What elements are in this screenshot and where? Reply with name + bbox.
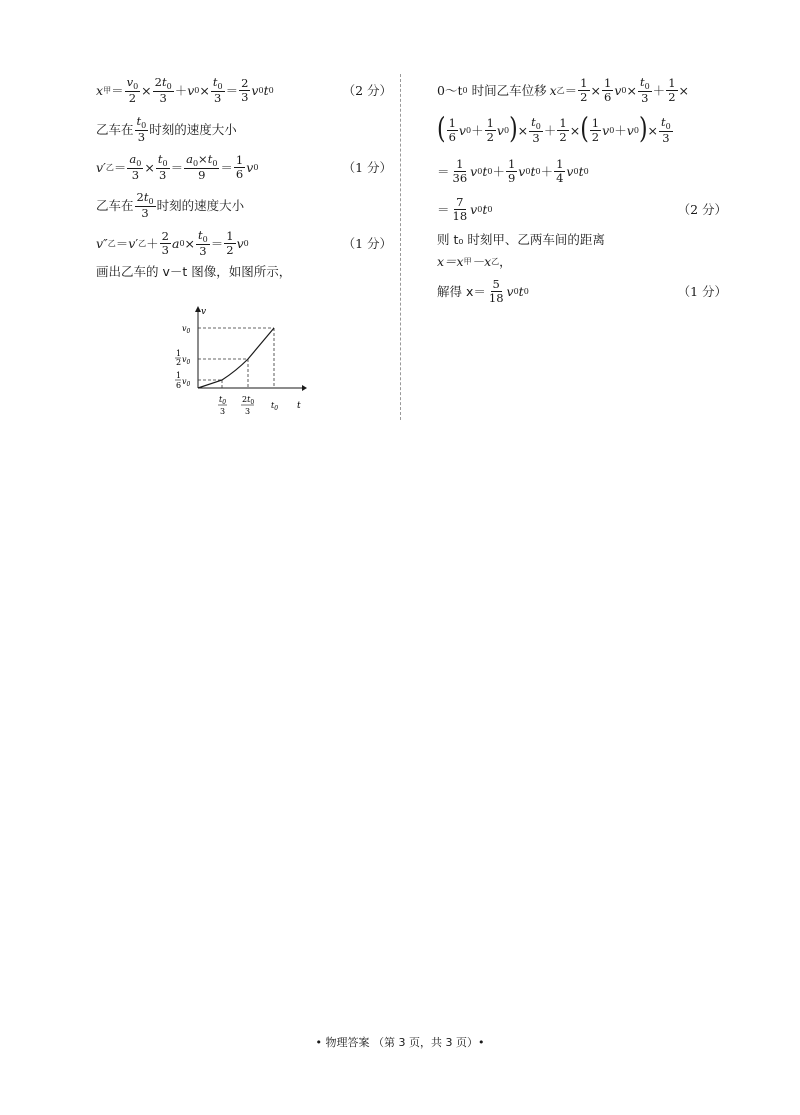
score-label: （1 分） — [342, 160, 392, 175]
fraction: $\frac{1}{2}$ — [486, 116, 494, 144]
x-label-2t0-3-num: $2t_0$ — [242, 395, 255, 406]
y-label-half-num: 1 — [176, 349, 182, 358]
var-x: x — [96, 82, 104, 98]
fraction: $\frac{1}{2}$ — [580, 76, 588, 104]
displacement-line-2: ( $\frac{1}{6}$ v 0 ＋ $\frac{1}{2}$ v 0 ) × $\frac{t_0}{3}$ ＋ $\frac{1}{2}$ × ( $\frac{1}{2}$ v 0 ＋ v 0 ) × $\frac{t_0}{3}$ — [437, 113, 671, 146]
score-label: （1 分） — [677, 284, 727, 299]
displacement-line-1: 0～t 0 时间乙车位移 x 乙 ＝ $\frac{1}{2}$ × $\frac{1}{6}$ v 0 × $\frac{t_0}{3}$ ＋ $\frac{1}{2}$ × — [437, 74, 689, 106]
fraction: $\frac{1}{2}$ — [226, 229, 234, 257]
score-label: （2 分） — [677, 202, 727, 217]
right-column — [437, 74, 727, 308]
fraction: $\frac{2t_0}{3}$ — [154, 74, 172, 106]
fraction: $\frac{t_0}{3}$ — [212, 74, 223, 106]
displacement-result: ＝ $\frac{7}{18}$ v 0 t 0 （2 分） — [437, 195, 727, 223]
score-label: （2 分） — [342, 83, 392, 98]
column-divider — [400, 74, 401, 420]
x-label-2t0-3-den: 3 — [245, 407, 251, 416]
fraction: $\frac{1}{6}$ — [448, 116, 456, 144]
fraction: $\frac{t_0}{3}$ — [136, 113, 147, 145]
equation-v-prime: v′ 乙 ＝ $\frac{a_0}{3}$ × $\frac{t_0}{3}$ ＝ $\frac{a_0\times t_0}{9}$ ＝ $\frac{1}{6}$ v 0 （1 分） — [96, 151, 392, 183]
text-speed-2t0-3: 乙车在 $\frac{2t_0}{3}$ 时刻的速度大小 — [96, 189, 245, 221]
x-label-t0: $t_0$ — [271, 401, 279, 412]
svg-text:v0: $v_0$ — [182, 355, 191, 366]
fraction: $\frac{5}{18}$ — [488, 277, 504, 305]
var-v-prime: v′ — [96, 159, 106, 175]
fraction: $\frac{1}{36}$ — [452, 157, 468, 185]
v-t-graph — [170, 304, 310, 420]
fraction: $\frac{7}{18}$ — [452, 195, 468, 223]
fraction: $\frac{1}{4}$ — [556, 157, 564, 185]
sub-jia: 甲 — [103, 85, 112, 95]
v-axis-label: v — [201, 307, 207, 317]
x-label-t0-3-num: $t_0$ — [219, 395, 227, 406]
fraction: $\frac{t_0}{3}$ — [639, 74, 650, 106]
fraction: $\frac{2t_0}{3}$ — [136, 189, 154, 221]
fraction: $\frac{t_0}{3}$ — [157, 151, 168, 183]
equation-x-jia: x 甲 ＝ $\frac{v_0}{2}$ × $\frac{2t_0}{3}$ ＋ v 0 × $\frac{t_0}{3}$ ＝ $\frac{2}{3}$ v 0 t 0 （2 分） — [96, 74, 392, 106]
y-label-sixth-den: 6 — [176, 381, 182, 390]
x-label-t0-3-den: 3 — [220, 407, 226, 416]
fraction: $\frac{1}{2}$ — [559, 116, 567, 144]
distance-text: 则 t₀ 时刻甲、乙两车间的距离 — [437, 232, 605, 247]
text-speed-t0-3: 乙车在 $\frac{t_0}{3}$ 时刻的速度大小 — [96, 113, 237, 145]
y-label-sixth-num: 1 — [176, 371, 182, 380]
t-axis-label: t — [297, 401, 301, 411]
equation-v-double-prime: v″ 乙 ＝ v ′ 乙 ＋ $\frac{2}{3}$ a 0 × $\frac{t_0}{3}$ ＝ $\frac{1}{2}$ v 0 （1 分） — [96, 227, 392, 259]
score-label: （1 分） — [342, 236, 392, 251]
fraction: $\frac{2}{3}$ — [241, 76, 249, 104]
fraction: $\frac{a_0}{3}$ — [129, 151, 142, 183]
page-footer: • 物理答案 （第 3 页，共 3 页）• — [315, 1036, 485, 1049]
fraction: $\frac{1}{2}$ — [591, 116, 600, 144]
fraction: $\frac{v_0}{2}$ — [126, 74, 139, 106]
svg-text:v0: $v_0$ — [182, 377, 191, 388]
text-draw-graph: 画出乙车的 v－t 图像，如图所示， — [96, 264, 292, 279]
fraction: $\frac{t_0}{3}$ — [661, 114, 671, 146]
velocity-curve — [198, 328, 274, 388]
y-label-half-den: 2 — [176, 358, 182, 367]
fraction: $\frac{a_0\times t_0}{9}$ — [186, 151, 218, 183]
x-tick-labels — [218, 395, 278, 416]
fraction: $\frac{t_0}{3}$ — [198, 227, 208, 259]
fraction: $\frac{1}{6}$ — [603, 76, 612, 104]
fraction: $\frac{1}{9}$ — [507, 157, 516, 185]
fraction: $\frac{1}{6}$ — [235, 153, 244, 181]
fraction: $\frac{2}{3}$ — [161, 229, 169, 257]
distance-equation: x＝x 甲 －x 乙 ， — [437, 254, 512, 269]
fraction: $\frac{1}{2}$ — [668, 76, 676, 104]
fraction: $\frac{t_0}{3}$ — [531, 114, 541, 146]
t-axis-arrow — [302, 385, 307, 391]
left-column — [96, 74, 392, 280]
var-v-double-prime: v″ — [96, 235, 108, 251]
solve-line: 解得 x＝ $\frac{5}{18}$ v 0 t 0 （1 分） — [437, 277, 727, 305]
y-label-v0: $v_0$ — [182, 324, 191, 335]
displacement-line-3: ＝ $\frac{1}{36}$ v 0 t 0 ＋ $\frac{1}{9}$ v 0 t 0 ＋ $\frac{1}{4}$ v 0 t 0 — [437, 157, 589, 185]
y-tick-labels — [175, 324, 191, 390]
